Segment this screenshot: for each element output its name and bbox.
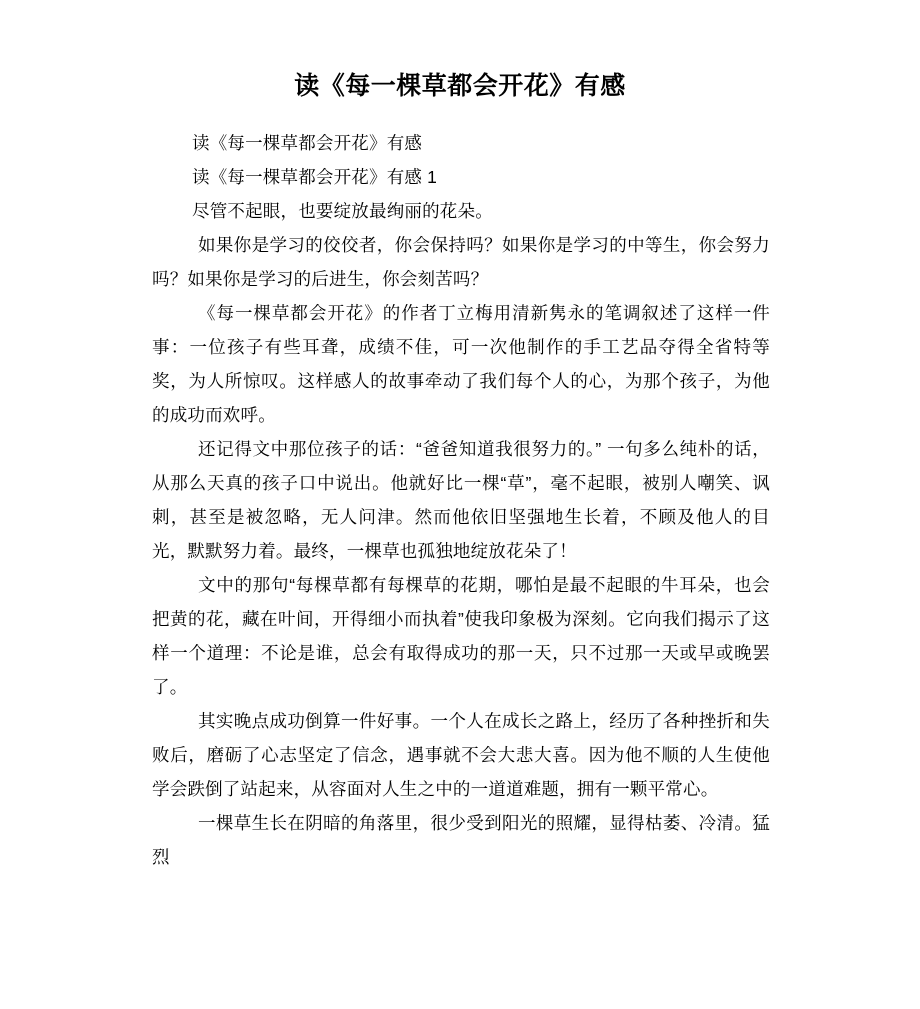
paragraph-6: 一棵草生长在阴暗的角落里，很少受到阳光的照耀，显得枯萎、冷清。猛烈 bbox=[152, 813, 770, 867]
opening-line-3: 尽管不起眼，也要绽放最绚丽的花朵。 bbox=[192, 201, 493, 221]
document-body bbox=[152, 126, 770, 874]
paragraph-4: 文中的那句“每棵草都有每棵草的花期，哪怕是最不起眼的牛耳朵，也会把黄的花，藏在叶间，开得细小而执着”使我印象极为深刻。它向我们揭示了这样一个道理：不论是谁，总会有取得成功的那一天，只不过那一天或早或晚罢了。 bbox=[152, 575, 770, 697]
paragraph-1: 如果你是学习的佼佼者，你会保持吗？如果你是学习的中等生，你会努力吗？如果你是学习的后进生，你会刻苦吗？ bbox=[152, 235, 770, 289]
paragraph-5: 其实晚点成功倒算一件好事。一个人在成长之路上，经历了各种挫折和失败后，磨砺了心志坚定了信念，遇事就不会大悲大喜。因为他不顺的人生使他学会跌倒了站起来，从容面对人生之中的一道道难题，拥有一颗平常心。 bbox=[152, 711, 770, 799]
paragraph-2: 《每一棵草都会开花》的作者丁立梅用清新隽永的笔调叙述了这样一件事：一位孩子有些耳聋，成绩不佳，可一次他制作的手工艺品夺得全省特等奖，为人所惊叹。这样感人的故事牵动了我们每个人的心，为那个孩子，为他的成功而欢呼。 bbox=[152, 303, 770, 425]
paragraph-3: 还记得文中那位孩子的话：“爸爸知道我很努力的。” 一句多么纯朴的话，从那么天真的孩子口中说出。他就好比一棵“草”，毫不起眼，被别人嘲笑、讽刺，甚至是被忽略，无人问津。然而他依旧坚强地生长着，不顾及他人的目光，默默努力着。最终，一棵草也孤独地绽放花朵了！ bbox=[152, 439, 770, 561]
opening-line-1: 读《每一棵草都会开花》有感 bbox=[192, 133, 423, 153]
opening-line-2: 读《每一棵草都会开花》有感 1 bbox=[192, 167, 438, 187]
page-title: 读《每一棵草都会开花》有感 bbox=[294, 71, 626, 100]
